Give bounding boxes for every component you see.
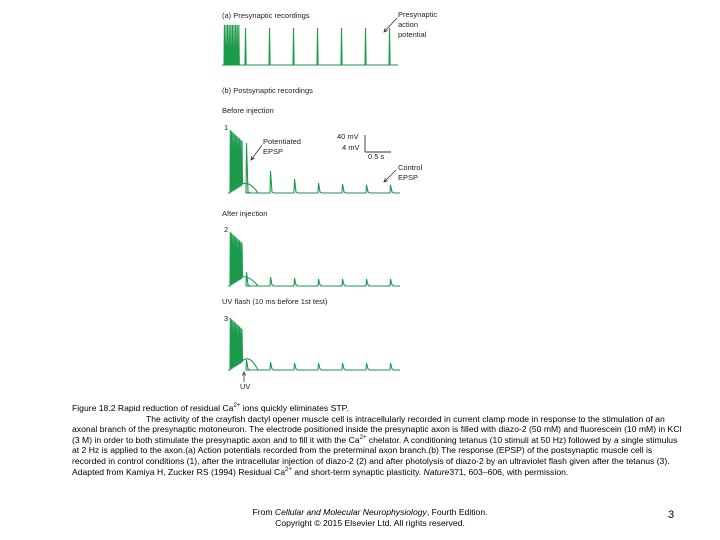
presynaptic-annotation-line: Presynaptic (398, 10, 438, 19)
postsynaptic-trace-2 (228, 232, 400, 286)
presynaptic-annotation-line: potential (398, 30, 427, 39)
control-label-line: EPSP (398, 173, 419, 182)
caption-source-journal: Nature (423, 466, 450, 477)
control-label-line: Control (398, 163, 423, 172)
scale-time: 0.5 s (368, 152, 385, 161)
caption-title-sup: 2+ (233, 403, 241, 410)
scale-40mv: 40 mV (337, 132, 359, 141)
caption-source-mid: and short-term synaptic plasticity. (291, 466, 424, 477)
footer-line-1 (200, 507, 540, 518)
caption-body-text-end: chelator. A conditioning tetanus (10 stimuli at 50 Hz) followed by a single stimulus at 2 Hz is applied to the axon.(a) Action potentials recorded from the preterminal axon branch.(b) The response (EPSP) of the postsynaptic muscle cell is recorded in control conditions (1), after the intracellular injection of diazo-2 (2) and after photolysis of diazo-2 by an ultraviolet flash given after the tetanus (3). (72, 434, 678, 466)
trace-2-number: 2 (224, 225, 229, 234)
caption-body-text: The activity of the crayfish dactyl opener muscle cell is intracellularly recorded in current clamp mode in response to the stimulation of an axonal branch of the presynaptic motoneuron. The electrode positioned inside the presynaptic axon is filled with diazo-2 (50 mM) and fluorescein (10 mM) in KCl (3 M) in order to both stimulate the presynaptic axon and to fill it with the Ca (72, 413, 682, 445)
postsynaptic-trace-1 (228, 130, 400, 193)
footer-from: From (252, 507, 275, 517)
caption-source-end: 371, 603–606, with permission. (449, 466, 569, 477)
presynaptic-annotation (398, 10, 437, 40)
before-injection-label: Before injection (222, 106, 274, 115)
potentiated-epsp-label (263, 137, 301, 157)
caption-title-text: Figure 18.2 Rapid reduction of residual Ca (72, 403, 234, 413)
potentiated-label-line: EPSP (263, 147, 284, 156)
postsynaptic-trace-3 (228, 318, 400, 370)
presynaptic-annotation-line: action (398, 20, 419, 29)
caption-source-sup: 2+ (285, 466, 292, 473)
footer-book-title: Cellular and Molecular Neurophysiology (274, 507, 427, 517)
scale-4mv: 4 mV (342, 143, 360, 152)
footer-edition: , Fourth Edition. (426, 507, 488, 517)
potentiated-label-line: Potentiated (263, 137, 301, 146)
caption-body-sup: 2+ (359, 434, 367, 441)
after-injection-label: After injection (222, 209, 268, 218)
figure-caption (72, 403, 682, 477)
control-epsp-label (398, 163, 422, 183)
footer-copyright: Copyright © 2015 Elsevier Ltd. All rights reserved. (275, 518, 465, 528)
caption-source (72, 467, 682, 478)
caption-body (72, 414, 682, 467)
caption-title (72, 403, 682, 414)
footer (200, 507, 540, 529)
trace-1-number: 1 (224, 123, 229, 132)
trace-3-number: 3 (224, 314, 229, 323)
caption-title-text-end: ions quickly eliminates STP. (240, 403, 349, 413)
caption-source-text: Adapted from Kamiya H, Zucker RS (1994) Residual Ca (72, 466, 286, 477)
uv-label: UV (240, 382, 251, 391)
presynaptic-trace (222, 25, 398, 65)
page-number: 3 (668, 509, 675, 521)
panel-a-label: (a) Presynaptic recordings (222, 11, 310, 20)
uv-flash-label: UV flash (10 ms before 1st test) (222, 297, 328, 306)
panel-b-label: (b) Postsynaptic recordings (222, 86, 313, 95)
scale-bar (365, 135, 391, 152)
control-arrow (384, 170, 396, 182)
potentiated-arrow (251, 145, 262, 160)
presynaptic-arrow (384, 18, 397, 32)
